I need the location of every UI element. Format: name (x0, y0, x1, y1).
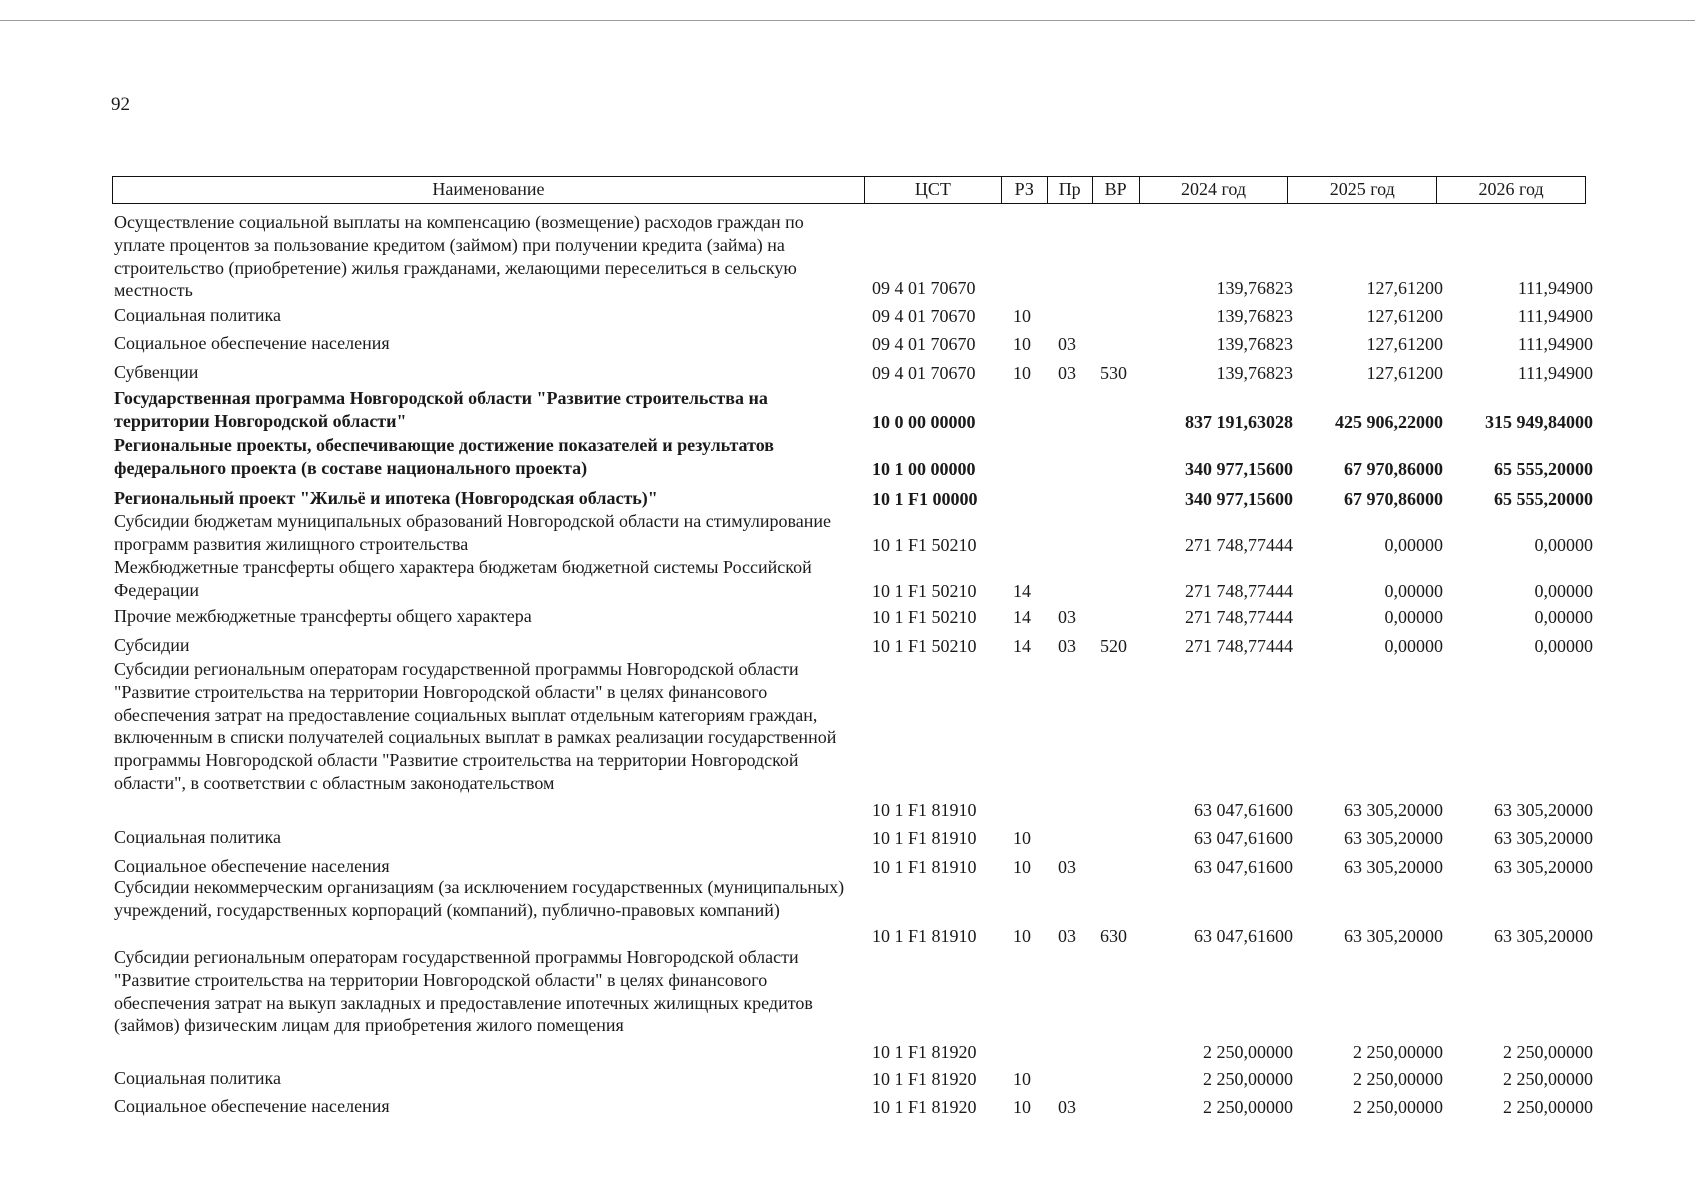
column-header-2025: 2025 год (1287, 177, 1436, 203)
row-2024: 271 748,77444 (1185, 607, 1293, 627)
table-row (0, 634, 1695, 658)
column-header-2026: 2026 год (1436, 177, 1585, 203)
row-2024: 139,76823 (1216, 363, 1293, 383)
row-rz: 14 (1013, 636, 1031, 656)
row-name: Региональные проекты, обеспечивающие достижение показателей и результатов федерального проекта (в составе национального проекта) (114, 435, 774, 478)
row-2026: 0,00000 (1534, 636, 1593, 656)
table-row (0, 1067, 1695, 1091)
row-2024: 2 250,00000 (1203, 1069, 1293, 1089)
row-cst: 10 1 F1 50210 (872, 535, 977, 555)
row-2026: 63 305,20000 (1494, 800, 1593, 820)
row-name: Осуществление социальной выплаты на компенсацию (возмещение) расходов граждан по уплате процентов за пользование кредитом (займом) при получении кредита (займа) на строительство (приобретение) жилья гражданами, желающими переселиться в сельскую местность (114, 212, 804, 301)
row-name: Региональный проект "Жильё и ипотека (Новгородская область)" (114, 488, 658, 508)
row-2026: 111,94900 (1517, 334, 1593, 354)
table-row (0, 211, 1695, 300)
row-2024: 837 191,63028 (1185, 412, 1293, 432)
row-2025: 425 906,22000 (1335, 412, 1443, 432)
table-row (0, 387, 1695, 434)
row-2026: 65 555,20000 (1494, 459, 1593, 479)
column-header-vr: ВР (1092, 177, 1139, 203)
column-header-pr: Пр (1047, 177, 1092, 203)
row-2026: 2 250,00000 (1503, 1042, 1593, 1062)
row-pr: 03 (1058, 607, 1076, 627)
row-2025: 127,61200 (1366, 363, 1443, 383)
row-2026: 0,00000 (1534, 581, 1593, 601)
row-2025: 67 970,86000 (1344, 459, 1443, 479)
row-2025: 63 305,20000 (1344, 800, 1443, 820)
row-2026: 65 555,20000 (1494, 489, 1593, 509)
row-rz: 10 (1013, 857, 1031, 877)
table-row (0, 946, 1695, 1064)
row-2026: 111,94900 (1517, 306, 1593, 326)
table-row (0, 361, 1695, 385)
table-row (0, 556, 1695, 603)
row-2024: 271 748,77444 (1185, 636, 1293, 656)
row-cst: 10 1 F1 81910 (872, 857, 977, 877)
table-row (0, 826, 1695, 850)
row-rz: 14 (1013, 581, 1031, 601)
row-cst: 10 1 F1 50210 (872, 607, 977, 627)
table-row (0, 332, 1695, 356)
row-name: Субсидии бюджетам муниципальных образований Новгородской области на стимулирование программ развития жилищного строительства (114, 511, 831, 554)
row-2024: 271 748,77444 (1185, 535, 1293, 555)
table-row (0, 487, 1695, 511)
row-cst: 10 1 00 00000 (872, 459, 976, 479)
table-row (0, 510, 1695, 557)
table-row (0, 304, 1695, 328)
row-2026: 2 250,00000 (1503, 1069, 1593, 1089)
row-cst: 10 1 F1 50210 (872, 581, 977, 601)
row-2025: 67 970,86000 (1344, 489, 1443, 509)
row-2025: 0,00000 (1384, 535, 1443, 555)
row-2025: 0,00000 (1384, 607, 1443, 627)
row-name: Социальное обеспечение населения (114, 333, 390, 353)
row-2026: 111,94900 (1517, 278, 1593, 298)
table-row (0, 876, 1695, 948)
row-2025: 63 305,20000 (1344, 828, 1443, 848)
row-rz: 10 (1013, 828, 1031, 848)
table-row (0, 658, 1695, 822)
row-cst: 10 1 F1 81910 (872, 926, 977, 946)
row-rz: 10 (1013, 926, 1031, 946)
row-cst: 10 0 00 00000 (872, 412, 976, 432)
row-2025: 0,00000 (1384, 636, 1443, 656)
row-cst: 10 1 F1 81910 (872, 800, 977, 820)
row-pr: 03 (1058, 334, 1076, 354)
row-2026: 63 305,20000 (1494, 926, 1593, 946)
row-rz: 10 (1013, 363, 1031, 383)
row-rz: 10 (1013, 1069, 1031, 1089)
row-2025: 0,00000 (1384, 581, 1443, 601)
table-row (0, 605, 1695, 629)
row-2025: 127,61200 (1366, 278, 1443, 298)
row-2026: 63 305,20000 (1494, 828, 1593, 848)
row-rz: 10 (1013, 1097, 1031, 1117)
row-2025: 2 250,00000 (1353, 1042, 1443, 1062)
row-2026: 63 305,20000 (1494, 857, 1593, 877)
row-2025: 63 305,20000 (1344, 857, 1443, 877)
row-2024: 2 250,00000 (1203, 1097, 1293, 1117)
row-2024: 271 748,77444 (1185, 581, 1293, 601)
row-name: Межбюджетные трансферты общего характера бюджетам бюджетной системы Российской Федерации (114, 557, 812, 600)
table-row (0, 1095, 1695, 1119)
row-2024: 63 047,61600 (1194, 800, 1293, 820)
row-2024: 63 047,61600 (1194, 828, 1293, 848)
row-2026: 0,00000 (1534, 607, 1593, 627)
row-rz: 10 (1013, 306, 1031, 326)
row-name: Субсидии региональным операторам государственной программы Новгородской области "Развитие строительства на территории Новгородской области" в целях финансового обеспечения затрат на выкуп закладных и предоставление ипотечных жилищных кредитов (займов) физическим лицам для приобретения жилого помещения (114, 947, 813, 1036)
row-cst: 10 1 F1 50210 (872, 636, 977, 656)
row-name: Прочие межбюджетные трансферты общего характера (114, 606, 532, 626)
row-pr: 03 (1058, 1097, 1076, 1117)
row-cst: 09 4 01 70670 (872, 278, 976, 298)
row-2026: 315 949,84000 (1485, 412, 1593, 432)
row-2026: 111,94900 (1517, 363, 1593, 383)
column-header-2024: 2024 год (1139, 177, 1288, 203)
row-pr: 03 (1058, 926, 1076, 946)
row-name: Государственная программа Новгородской области "Развитие строительства на территории Новгородской области" (114, 388, 768, 431)
row-2024: 340 977,15600 (1185, 489, 1293, 509)
row-2024: 63 047,61600 (1194, 926, 1293, 946)
row-name: Социальное обеспечение населения (114, 856, 390, 876)
row-rz: 14 (1013, 607, 1031, 627)
row-2024: 63 047,61600 (1194, 857, 1293, 877)
row-cst: 10 1 F1 81920 (872, 1097, 977, 1117)
row-pr: 03 (1058, 857, 1076, 877)
row-name: Субсидии некоммерческим организациям (за исключением государственных (муниципальных) учреждений, государственных корпораций (компаний), публично-правовых компаний) (114, 877, 845, 920)
row-rz: 10 (1013, 334, 1031, 354)
row-name: Субвенции (114, 362, 199, 382)
column-header-name: Наименование (432, 179, 545, 199)
row-2024: 340 977,15600 (1185, 459, 1293, 479)
row-name: Социальная политика (114, 827, 281, 847)
row-cst: 10 1 F1 81920 (872, 1042, 977, 1062)
row-vr: 630 (1100, 926, 1127, 946)
row-2024: 139,76823 (1216, 334, 1293, 354)
row-name: Социальное обеспечение населения (114, 1096, 390, 1116)
row-cst: 10 1 F1 81910 (872, 828, 977, 848)
row-2025: 127,61200 (1366, 306, 1443, 326)
row-pr: 03 (1058, 363, 1076, 383)
row-cst: 10 1 F1 81920 (872, 1069, 977, 1089)
row-2025: 2 250,00000 (1353, 1069, 1443, 1089)
row-2025: 127,61200 (1366, 334, 1443, 354)
row-2024: 139,76823 (1216, 306, 1293, 326)
row-name: Субсидии (114, 635, 190, 655)
column-header-cst: ЦСТ (864, 177, 1001, 203)
row-2024: 139,76823 (1216, 278, 1293, 298)
row-vr: 530 (1100, 363, 1127, 383)
table-row (0, 434, 1695, 481)
page-number: 92 (111, 94, 130, 115)
row-name: Социальная политика (114, 305, 281, 325)
row-pr: 03 (1058, 636, 1076, 656)
row-cst: 09 4 01 70670 (872, 363, 976, 383)
row-vr: 520 (1100, 636, 1127, 656)
row-2024: 2 250,00000 (1203, 1042, 1293, 1062)
row-cst: 09 4 01 70670 (872, 334, 976, 354)
row-name: Социальная политика (114, 1068, 281, 1088)
row-2026: 0,00000 (1534, 535, 1593, 555)
row-2025: 63 305,20000 (1344, 926, 1443, 946)
row-2026: 2 250,00000 (1503, 1097, 1593, 1117)
row-cst: 10 1 F1 00000 (872, 489, 978, 509)
column-header-rz: РЗ (1001, 177, 1047, 203)
row-cst: 09 4 01 70670 (872, 306, 976, 326)
row-2025: 2 250,00000 (1353, 1097, 1443, 1117)
row-name: Субсидии региональным операторам государственной программы Новгородской области "Развитие строительства на территории Новгородской области" в целях финансового обеспечения затрат на предоставление социальных выплат отдельным категориям граждан, включенным в списки получателей социальных выплат в рамках реализации государственной программы Новгородской области "Развитие строительства на территории Новгородской области", в соответствии с областным законодательством (114, 659, 837, 793)
